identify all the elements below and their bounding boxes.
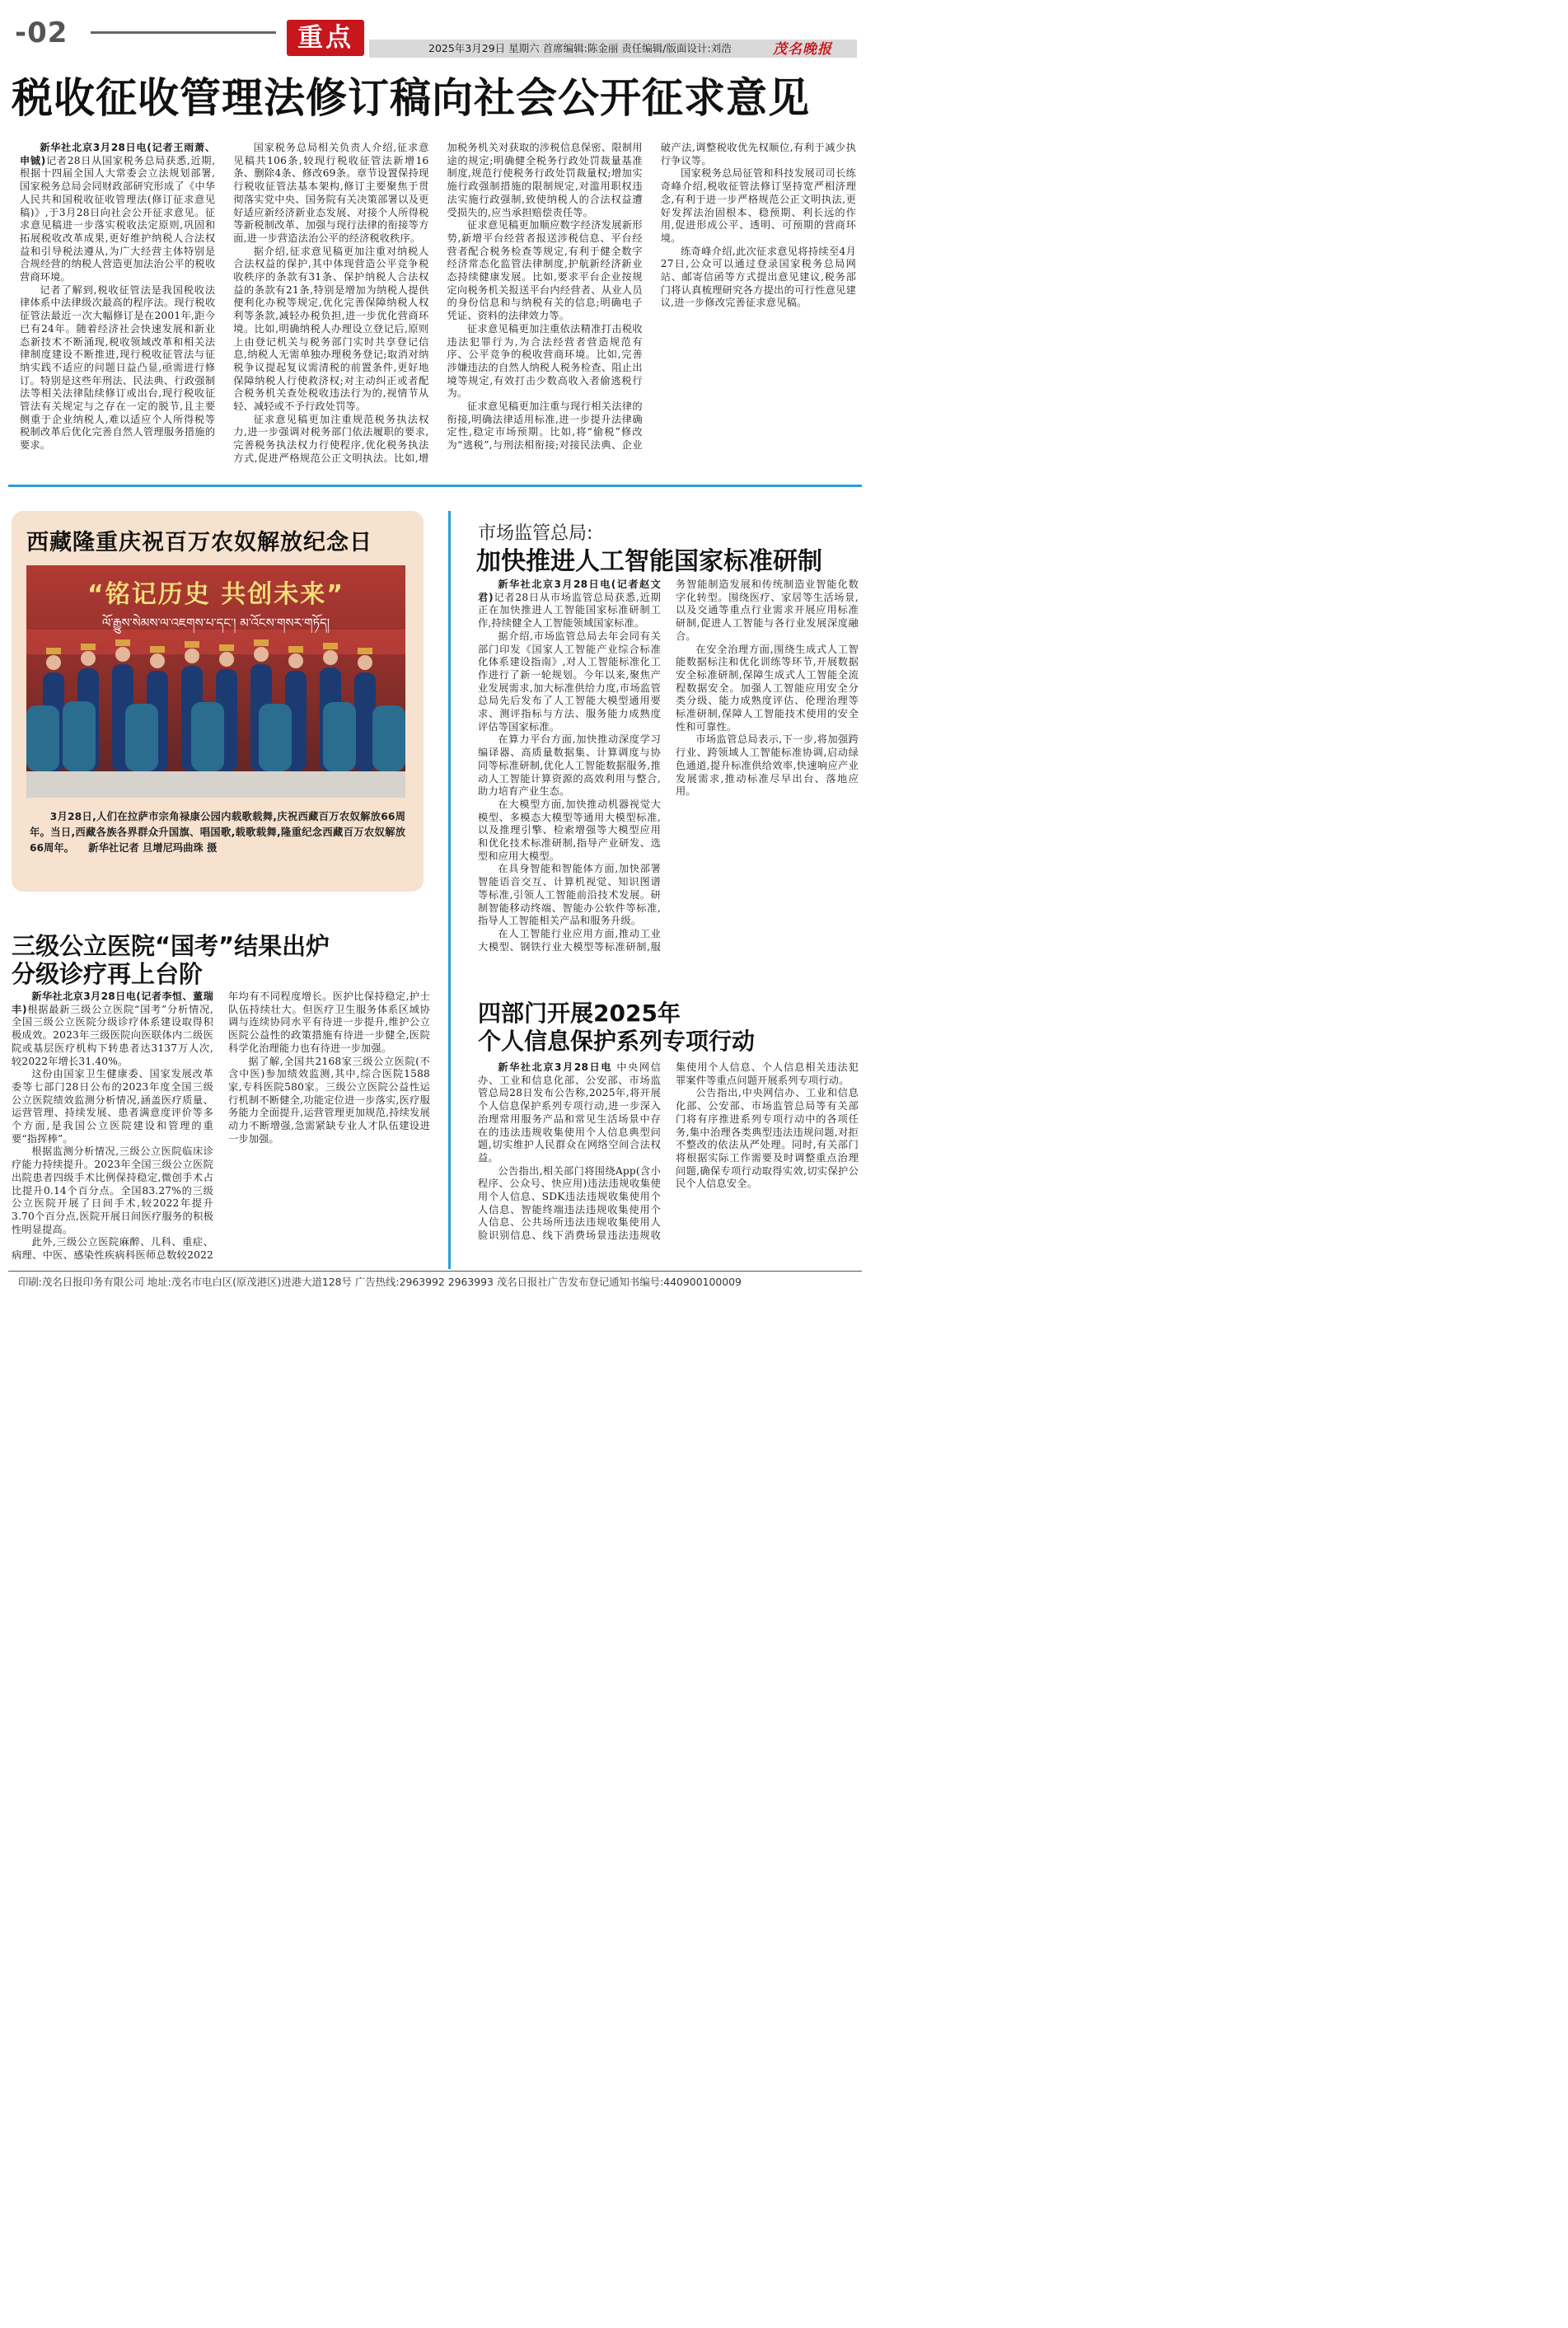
article2-dateline: 新华社北京3月28日电(记者赵文君)	[478, 578, 661, 603]
article1-paragraph: 练奇峰介绍,此次征求意见将持续至4月27日,公众可以通过登录国家税务总局网站、邮寄信函等方式提出意见建议,税务部门将认真梳理研究各方提出的可行性意见建议,进一步修改完善征求意见稿。	[660, 245, 856, 309]
article3-body	[12, 991, 430, 1262]
article3-paragraph: 这份由国家卫生健康委、国家发展改革委等七部门28日公布的2023年度全国三级公立医院绩效监测分析情况,涵盖医疗质量、运营管理、持续发展、患者满意度评价等多个方面,是我国公立医院建设和管理的重要“指挥棒”。	[12, 1068, 213, 1145]
date-line: 2025年3月29日 星期六 首席编辑:陈金丽 责任编辑/版面设计:刘浩	[428, 42, 732, 54]
article2-kicker: 市场监管总局:	[478, 523, 593, 544]
article1-paragraph: 征求意见稿更加顺应数字经济发展新形势,新增平台经营者报送涉税信息、平台经营者配合税务检查等规定,有利于健全数字经济常态化监管法律制度,护航新经济新业态持续健康发展。比如,要求平台企业按规定向税务机关报送平台内经营者、从业人员的身份信息和与纳税有关的信息;明确电子凭证、资料的法律效力等。	[447, 219, 643, 322]
section-label: 重点	[297, 23, 353, 53]
page-number: -02	[15, 16, 68, 49]
article4-body	[478, 1061, 859, 1267]
article4-paragraph: 公告指出,相关部门将围绕App(含小程序、公众号、快应用)违法违规收集使用个人信息、SDK违法违规收集使用个人信息、智能终端违法违规收集使用个人信息、公共场所违法违规收集使用人脸识别信息、线下消费场景违法违规收集使用个人信息、个人信息相关违法犯罪案件等重点问题开展系列专项行动。	[478, 1061, 859, 1242]
photo-caption-text: 3月28日,人们在拉萨市宗角禄康公园内载歌载舞,庆祝西藏百万农奴解放66周年。当日,西藏各族各界群众升国旗、唱国歌,载歌载舞,隆重纪念西藏百万农奴解放66周年。	[30, 811, 405, 854]
article1-paragraph: 记者了解到,税收征管法是我国税收法律体系中法律级次最高的程序法。现行税收征管法最近一次大幅修订是在2001年,距今已有24年。随着经济社会快速发展和新业态新技术不断涌现,税收领域改革和相关法律制度建设不断推进,现行税收征管法与征纳实践不适应的问题日益凸显,亟需进行修订。特别是这些年刑法、民法典、行政强制法等相关法律陆续修订或出台,现行税收征管法有关规定与之存在一定的脱节,且主要侧重于企业纳税人,难以适应个人所得税等税制改革后优化完善自然人管理服务措施的要求。	[20, 283, 216, 452]
photo-credit: 新华社记者 旦增尼玛曲珠 摄	[88, 842, 218, 854]
article1-paragraph: 据介绍,征求意见稿更加注重对纳税人合法权益的保护,其中体现营造公平竞争税收秩序的条款有31条、保护纳税人合法权益的条款有21条,特别是增加为纳税人提供便利化办税等规定,优化完善保障纳税人权利等条款,减轻办税负担,进一步优化营商环境。比如,明确纳税人办理设立登记后,原则上由登记机关与税务部门实时共享登记信息,纳税人无需单独办理税务登记;取消对纳税争议提起复议需清税的前置条件,更好地保障纳税人行使救济权;对主动纠正或者配合税务机关查处税收违法行为的,视情节从轻、减轻或不予行政处罚等。	[233, 245, 429, 413]
article1-paragraph: 征求意见稿更加注重依法精准打击税收违法犯罪行为,为合法经营者营造规范有序、公平竞争的税收营商环境。比如,完善涉嫌违法的自然人纳税人税务检查、阻止出境等规定,有效打击少数高收入者偷逃税行为。	[447, 322, 643, 400]
article4-paragraph: 中央网信办、工业和信息化部、公安部、市场监管总局28日发布公告称,2025年,将开展个人信息保护系列专项行动,进一步深入治理常用服务产品和常见生活场景中存在的违法违规收集使用个人信息典型问题,切实维护人民群众在网络空间合法权益。	[478, 1061, 661, 1164]
article3-headline-line1: 三级公立医院“国考”结果出炉	[12, 932, 330, 960]
article2-paragraph: 市场监管总局表示,下一步,将加强跨行业、跨领域人工智能标准协调,启动绿色通道,提升标准供给效率,快速响应产业发展需求,推动标准尽早出台、落地应用。	[676, 733, 859, 798]
section-divider	[8, 485, 862, 487]
footer-rule	[8, 1271, 862, 1272]
article1-dateline: 新华社北京3月28日电(记者王雨萧、申铖)	[20, 142, 216, 166]
article2-paragraph: 在安全治理方面,围绕生成式人工智能数据标注和优化训练等环节,开展数据安全标准研制,保障生成式人工智能全流程数据安全。加强人工智能应用安全分类分级、能力成熟度评估、伦理治理等标准研制,保障人工智能技术使用的安全性和可靠性。	[676, 643, 859, 733]
article4-headline-line2: 个人信息保护系列专项行动	[478, 1028, 756, 1055]
article2-paragraph: 在人工智能行业应用方面,推动工业大模型、钢铁行业大模型等标准研制,服务智能制造发展和传统制造业智能化数字化转型。围绕医疗、家居等生活场景,以及交通等重点行业需求开展应用标准研制,促进人工智能与各行业发展深度融合。	[478, 578, 859, 953]
article3-paragraph: 根据监测分析情况,三级公立医院临床诊疗能力持续提升。2023年全国三级公立医院出院患者四级手术比例保持稳定,微创手术占比提升0.14个百分点。全国83.27%的三级公立医院开展了日间手术,较2022年提升3.70个百分点,医院开展日间医疗服务的积极性明显提高。	[12, 1145, 213, 1235]
article2-body	[478, 578, 859, 954]
article3-paragraph: 根据最新三级公立医院“国考”分析情况,全国三级公立医院分级诊疗体系建设取得积极成效。2023年三级医院向医联体内二级医院或基层医疗机构下转患者达3137万人次,较2022年增长31.40%。	[12, 1003, 213, 1067]
article3-paragraph: 据了解,全国共2168家三级公立医院(不含中医)参加绩效监测,其中,综合医院1588家,专科医院580家。三级公立医院公益性运行机制不断健全,功能定位进一步落实,医疗服务能力全面提升,运营管理更加规范,持续发展动力不断增强,急需紧缺专业人才队伍建设进一步加强。	[228, 1055, 430, 1145]
article1-paragraph: 国家税务总局相关负责人介绍,征求意见稿共106条,较现行税收征管法新增16条、删除4条、修改69条。章节设置保持现行税收征管法基本架构,修订主要聚焦于贯彻落实党中央、国务院有关决策部署以及更好适应新经济新业态发展、对接个人所得税等新税制改革、加强与现行法律的衔接等方面,进一步营造法治公平的经济税收秩序。	[233, 142, 429, 244]
celebration-photo	[26, 565, 405, 798]
article4-paragraph: 公告指出,中央网信办、工业和信息化部、公安部、市场监管总局等有关部门将有序推进系列专项行动中的各项任务,集中治理各类典型违法违规问题,对拒不整改的依法从严处理。同时,有关部门将根据实际工作需要及时调整重点治理问题,确保专项行动取得实效,切实保护公民个人信息安全。	[676, 1087, 859, 1190]
paper-logo: 茂名晚报	[773, 41, 832, 58]
article4-headline-line1: 四部门开展2025年	[478, 1000, 681, 1027]
header-rule-left	[91, 31, 276, 34]
article3-paragraph: 此外,三级公立医院麻醉、儿科、重症、病理、中医、感染性疾病科医师总数较2022年均有不同程度增长。医护比保持稳定,护士队伍持续壮大。但医疗卫生服务体系区域协调与连续协同水平有待进一步提升,维护公立医院公益性的政策措施有待进一步健全,医院科学化治理能力也有待进一步加强。	[12, 991, 430, 1262]
article1-headline: 税收征收管理法修订稿向社会公开征求意见	[12, 74, 810, 122]
article2-paragraph: 记者28日从市场监管总局获悉,近期正在加快推进人工智能国家标准研制工作,持续健全人工智能领域国家标准。	[478, 591, 661, 630]
photo-caption	[30, 809, 405, 856]
photo-story-headline: 西藏隆重庆祝百万农奴解放纪念日	[26, 530, 372, 555]
photo-banner-tibetan: ལོ་རྒྱུས་སེམས་ལ་འཇགས་པ་དང་། མ་འོངས་གསར་གཏོད།	[101, 616, 330, 630]
footer-info: 印刷:茂名日报印务有限公司 地址:茂名市电白区(原茂港区)进港大道128号 广告热线:2963992 2963993 茂名日报社广告发布登记通知书编号:440900100009	[18, 1276, 742, 1288]
article1-paragraph: 国家税务总局征管和科技发展司司长练奇峰介绍,税收征管法修订坚持宽严相济理念,有利于进一步严格规范公正文明执法,更好发挥法治固根本、稳预期、利长远的作用,促进形成公平、透明、可预期的营商环境。	[660, 167, 856, 244]
section-badge	[287, 20, 364, 56]
article2-paragraph: 在算力平台方面,加快推动深度学习编译器、高质量数据集、计算调度与协同等标准研制,优化人工智能数据服务,推动人工智能计算资源的高效利用与整合,助力培育产业生态。	[478, 733, 661, 798]
article3-headline-line2: 分级诊疗再上台阶	[12, 960, 204, 988]
article1-paragraph: 征求意见稿更加注重与现行相关法律的衔接,明确法律适用标准,进一步提升法律确定性,稳定市场预期。比如,将“偷税”修改为“逃税”,与刑法相衔接;对接民法典、企业破产法,调整税收优先权顺位,有利于减少执行争议等。	[447, 142, 856, 452]
article3-dateline: 新华社北京3月28日电(记者李恒、董瑞丰)	[12, 991, 213, 1015]
article2-paragraph: 据介绍,市场监管总局去年会同有关部门印发《国家人工智能产业综合标准化体系建设指南》,对人工智能标准化工作进行了新一轮规划。今年以来,聚焦产业发展需求,加大标准供给力度,市场监管总局先后发布了人工智能大模型通用要求、测评指标与方法、服务能力成熟度评估等国家标准。	[478, 630, 661, 733]
article4-dateline: 新华社北京3月28日电	[498, 1061, 612, 1073]
article2-paragraph: 在大模型方面,加快推动机器视觉大模型、多模态大模型等通用大模型标准,以及推理引擎、检索增强等大模型应用和优化技术标准研制,指导产业研发、选型和应用大模型。	[478, 798, 661, 862]
article1-paragraph: 记者28日从国家税务总局获悉,近期,根据十四届全国人大常委会立法规划部署,国家税务总局会同财政部研究形成了《中华人民共和国税收征收管理法(修订征求意见稿)》,于3月28日向社会公开征求意见。征求意见稿进一步落实税收法定原则,巩固和拓展税收改革成果,更好维护纳税人合法权益和引导税法遵从,为广大经营主体特别是合规经营的纳税人营造更加法治公平的税收营商环境。	[20, 154, 216, 283]
column-divider	[448, 511, 451, 1269]
photo-banner-text: “铭记历史 共创未来”	[87, 580, 344, 609]
article1-paragraph: 征求意见稿更加注重规范税务执法权力,进一步强调对税务部门依法履职的要求,完善税务执法权力行使程序,优化税务执法方式,促进严格规范公正文明执法。比如,增加税务机关对获取的涉税信息保密、限制用途的规定;明确健全税务行政处罚裁量基准制度,规范行使税务行政处罚裁量权;增加实施行政强制措施的限制规定,对滥用职权违法实施行政强制,致使纳税人的合法权益遭受损失的,应当承担赔偿责任等。	[233, 142, 643, 464]
article2-headline: 加快推进人工智能国家标准研制	[476, 547, 822, 576]
article1-body	[20, 142, 856, 471]
article2-paragraph: 在具身智能和智能体方面,加快部署智能语音交互、计算机视觉、知识图谱等标准,引领人工智能前沿技术发展。研制智能移动终端、智能办公软件等标准,指导人工智能相关产品和服务升级。	[478, 863, 661, 927]
